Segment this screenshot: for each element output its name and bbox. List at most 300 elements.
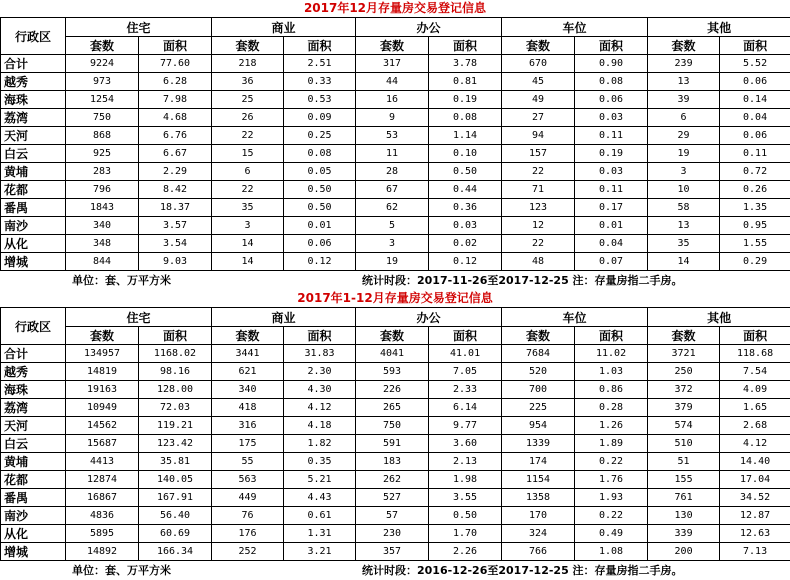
table-cell: 0.07 bbox=[575, 253, 648, 271]
table-cell: 67 bbox=[356, 181, 429, 199]
table-cell: 1254 bbox=[66, 91, 139, 109]
table-cell: 128.00 bbox=[139, 381, 212, 399]
table-cell: 0.03 bbox=[575, 109, 648, 127]
table-cell: 12.63 bbox=[720, 525, 790, 543]
table-cell: 0.44 bbox=[429, 181, 502, 199]
period-note: 统计时段：2016-12-26至2017-12-25 注：存量房指二手房。 bbox=[362, 561, 683, 580]
table-row bbox=[1, 235, 790, 253]
district-name: 南沙 bbox=[1, 217, 66, 235]
table-cell: 28 bbox=[356, 163, 429, 181]
table-cell: 118.68 bbox=[720, 345, 790, 363]
table-cell: 0.01 bbox=[575, 217, 648, 235]
table-title: 2017年12月存量房交易登记信息 bbox=[0, 0, 790, 17]
district-name: 从化 bbox=[1, 235, 66, 253]
table-row bbox=[1, 435, 790, 453]
table-cell: 520 bbox=[502, 363, 575, 381]
table-cell: 8.42 bbox=[139, 181, 212, 199]
table-cell: 3441 bbox=[212, 345, 284, 363]
table-cell: 29 bbox=[648, 127, 720, 145]
table-cell: 1.98 bbox=[429, 471, 502, 489]
area-header: 面积 bbox=[429, 37, 502, 55]
table-cell: 11 bbox=[356, 145, 429, 163]
table-cell: 317 bbox=[356, 55, 429, 73]
district-name: 天河 bbox=[1, 417, 66, 435]
table-cell: 167.91 bbox=[139, 489, 212, 507]
count-header: 套数 bbox=[66, 37, 139, 55]
table-cell: 17.04 bbox=[720, 471, 790, 489]
table-cell: 1.82 bbox=[284, 435, 356, 453]
category-header: 其他 bbox=[648, 308, 790, 327]
table-cell: 0.50 bbox=[429, 163, 502, 181]
table-cell: 1168.02 bbox=[139, 345, 212, 363]
table-cell: 166.34 bbox=[139, 543, 212, 561]
table-cell: 44 bbox=[356, 73, 429, 91]
table-cell: 230 bbox=[356, 525, 429, 543]
table-cell: 14562 bbox=[66, 417, 139, 435]
table-cell: 130 bbox=[648, 507, 720, 525]
table-cell: 11.02 bbox=[575, 345, 648, 363]
table-cell: 0.33 bbox=[284, 73, 356, 91]
district-name: 天河 bbox=[1, 127, 66, 145]
table-cell: 1.70 bbox=[429, 525, 502, 543]
table-cell: 0.11 bbox=[720, 145, 790, 163]
table-cell: 16867 bbox=[66, 489, 139, 507]
area-header: 面积 bbox=[575, 327, 648, 345]
category-header: 办公 bbox=[356, 308, 502, 327]
table-cell: 3.54 bbox=[139, 235, 212, 253]
district-name: 荔湾 bbox=[1, 399, 66, 417]
table-cell: 71 bbox=[502, 181, 575, 199]
table-cell: 973 bbox=[66, 73, 139, 91]
area-header: 面积 bbox=[720, 327, 790, 345]
table-cell: 2.26 bbox=[429, 543, 502, 561]
district-name: 海珠 bbox=[1, 381, 66, 399]
table-cell: 58 bbox=[648, 199, 720, 217]
table-cell: 0.81 bbox=[429, 73, 502, 91]
table-cell: 0.10 bbox=[429, 145, 502, 163]
table-cell: 239 bbox=[648, 55, 720, 73]
table-cell: 4.12 bbox=[720, 435, 790, 453]
table-row bbox=[1, 453, 790, 471]
table-cell: 796 bbox=[66, 181, 139, 199]
count-header: 套数 bbox=[356, 327, 429, 345]
table-cell: 3721 bbox=[648, 345, 720, 363]
table-cell: 31.83 bbox=[284, 345, 356, 363]
area-header: 面积 bbox=[139, 327, 212, 345]
table-cell: 15 bbox=[212, 145, 284, 163]
table-cell: 16 bbox=[356, 91, 429, 109]
table-cell: 6.14 bbox=[429, 399, 502, 417]
district-name: 增城 bbox=[1, 253, 66, 271]
table-cell: 72.03 bbox=[139, 399, 212, 417]
footnote bbox=[0, 561, 790, 580]
table-row bbox=[1, 417, 790, 435]
table-cell: 48 bbox=[502, 253, 575, 271]
table-cell: 1.65 bbox=[720, 399, 790, 417]
table-cell: 0.19 bbox=[429, 91, 502, 109]
table-cell: 449 bbox=[212, 489, 284, 507]
table-cell: 1.03 bbox=[575, 363, 648, 381]
table-cell: 591 bbox=[356, 435, 429, 453]
table-cell: 0.08 bbox=[575, 73, 648, 91]
table-cell: 10 bbox=[648, 181, 720, 199]
table-cell: 14892 bbox=[66, 543, 139, 561]
table-cell: 593 bbox=[356, 363, 429, 381]
table-cell: 26 bbox=[212, 109, 284, 127]
table-cell: 0.14 bbox=[720, 91, 790, 109]
table-cell: 5.21 bbox=[284, 471, 356, 489]
subheader-row bbox=[1, 327, 790, 345]
table-row bbox=[1, 543, 790, 561]
table-cell: 9.77 bbox=[429, 417, 502, 435]
table-cell: 140.05 bbox=[139, 471, 212, 489]
table-cell: 1.31 bbox=[284, 525, 356, 543]
unit-note: 单位：套、万平方米 bbox=[72, 561, 171, 580]
table-cell: 170 bbox=[502, 507, 575, 525]
table-cell: 925 bbox=[66, 145, 139, 163]
table-cell: 750 bbox=[356, 417, 429, 435]
table-cell: 76 bbox=[212, 507, 284, 525]
table-cell: 183 bbox=[356, 453, 429, 471]
table-cell: 7.98 bbox=[139, 91, 212, 109]
table-cell: 155 bbox=[648, 471, 720, 489]
table-cell: 3.21 bbox=[284, 543, 356, 561]
table-cell: 14 bbox=[212, 235, 284, 253]
count-header: 套数 bbox=[212, 37, 284, 55]
table-cell: 0.50 bbox=[284, 199, 356, 217]
table-cell: 9.03 bbox=[139, 253, 212, 271]
table-cell: 0.50 bbox=[429, 507, 502, 525]
table-row bbox=[1, 217, 790, 235]
table-cell: 3 bbox=[356, 235, 429, 253]
table-cell: 0.08 bbox=[284, 145, 356, 163]
table-cell: 7.54 bbox=[720, 363, 790, 381]
report-section bbox=[0, 290, 790, 580]
count-header: 套数 bbox=[66, 327, 139, 345]
table-cell: 766 bbox=[502, 543, 575, 561]
table-cell: 0.11 bbox=[575, 181, 648, 199]
table-cell: 175 bbox=[212, 435, 284, 453]
table-cell: 348 bbox=[66, 235, 139, 253]
table-cell: 176 bbox=[212, 525, 284, 543]
table-row bbox=[1, 471, 790, 489]
table-cell: 0.36 bbox=[429, 199, 502, 217]
category-header: 商业 bbox=[212, 18, 356, 37]
table-cell: 3.60 bbox=[429, 435, 502, 453]
district-name: 荔湾 bbox=[1, 109, 66, 127]
table-cell: 22 bbox=[502, 163, 575, 181]
district-header: 行政区 bbox=[1, 18, 66, 55]
district-name: 花都 bbox=[1, 181, 66, 199]
table-cell: 19163 bbox=[66, 381, 139, 399]
table-cell: 3.57 bbox=[139, 217, 212, 235]
table-cell: 7.13 bbox=[720, 543, 790, 561]
table-cell: 3.55 bbox=[429, 489, 502, 507]
table-cell: 3.78 bbox=[429, 55, 502, 73]
table-cell: 12874 bbox=[66, 471, 139, 489]
table-cell: 36 bbox=[212, 73, 284, 91]
table-cell: 621 bbox=[212, 363, 284, 381]
table-cell: 0.06 bbox=[720, 127, 790, 145]
category-header: 车位 bbox=[502, 308, 648, 327]
table-cell: 0.49 bbox=[575, 525, 648, 543]
table-cell: 5.52 bbox=[720, 55, 790, 73]
table-cell: 157 bbox=[502, 145, 575, 163]
table-cell: 0.61 bbox=[284, 507, 356, 525]
table-cell: 0.12 bbox=[284, 253, 356, 271]
period-note: 统计时段：2017-11-26至2017-12-25 注：存量房指二手房。 bbox=[362, 271, 683, 290]
table-cell: 35 bbox=[212, 199, 284, 217]
table-cell: 1.08 bbox=[575, 543, 648, 561]
table-cell: 119.21 bbox=[139, 417, 212, 435]
table-cell: 750 bbox=[66, 109, 139, 127]
district-name: 合计 bbox=[1, 55, 66, 73]
table-cell: 0.04 bbox=[575, 235, 648, 253]
table-row bbox=[1, 55, 790, 73]
table-cell: 226 bbox=[356, 381, 429, 399]
table-cell: 418 bbox=[212, 399, 284, 417]
table-cell: 1.93 bbox=[575, 489, 648, 507]
table-cell: 0.08 bbox=[429, 109, 502, 127]
district-name: 番禺 bbox=[1, 489, 66, 507]
table-cell: 2.30 bbox=[284, 363, 356, 381]
table-cell: 6.28 bbox=[139, 73, 212, 91]
table-cell: 22 bbox=[212, 181, 284, 199]
table-cell: 527 bbox=[356, 489, 429, 507]
table-cell: 56.40 bbox=[139, 507, 212, 525]
table-cell: 13 bbox=[648, 217, 720, 235]
table-cell: 4.43 bbox=[284, 489, 356, 507]
table-cell: 0.11 bbox=[575, 127, 648, 145]
table-cell: 9 bbox=[356, 109, 429, 127]
table-cell: 35.81 bbox=[139, 453, 212, 471]
table-cell: 1.14 bbox=[429, 127, 502, 145]
area-header: 面积 bbox=[575, 37, 648, 55]
table-cell: 0.95 bbox=[720, 217, 790, 235]
table-cell: 1.76 bbox=[575, 471, 648, 489]
category-header: 商业 bbox=[212, 308, 356, 327]
table-cell: 62 bbox=[356, 199, 429, 217]
table-cell: 700 bbox=[502, 381, 575, 399]
district-name: 增城 bbox=[1, 543, 66, 561]
table-row bbox=[1, 253, 790, 271]
subheader-row bbox=[1, 37, 790, 55]
table-cell: 0.03 bbox=[575, 163, 648, 181]
table-cell: 14.40 bbox=[720, 453, 790, 471]
table-cell: 5895 bbox=[66, 525, 139, 543]
district-name: 黄埔 bbox=[1, 163, 66, 181]
table-cell: 218 bbox=[212, 55, 284, 73]
table-cell: 19 bbox=[648, 145, 720, 163]
table-cell: 372 bbox=[648, 381, 720, 399]
table-cell: 339 bbox=[648, 525, 720, 543]
table-cell: 0.06 bbox=[575, 91, 648, 109]
table-cell: 12.87 bbox=[720, 507, 790, 525]
table-cell: 1.89 bbox=[575, 435, 648, 453]
table-row bbox=[1, 109, 790, 127]
district-name: 越秀 bbox=[1, 73, 66, 91]
table-cell: 0.25 bbox=[284, 127, 356, 145]
table-cell: 39 bbox=[648, 91, 720, 109]
table-cell: 45 bbox=[502, 73, 575, 91]
table-cell: 357 bbox=[356, 543, 429, 561]
table-title: 2017年1-12月存量房交易登记信息 bbox=[0, 290, 790, 307]
table-row bbox=[1, 181, 790, 199]
area-header: 面积 bbox=[284, 327, 356, 345]
table-cell: 15687 bbox=[66, 435, 139, 453]
table-cell: 510 bbox=[648, 435, 720, 453]
count-header: 套数 bbox=[502, 37, 575, 55]
table-cell: 5 bbox=[356, 217, 429, 235]
table-cell: 1.26 bbox=[575, 417, 648, 435]
count-header: 套数 bbox=[648, 327, 720, 345]
table-cell: 2.68 bbox=[720, 417, 790, 435]
table-cell: 0.28 bbox=[575, 399, 648, 417]
table-cell: 6 bbox=[648, 109, 720, 127]
table-cell: 0.06 bbox=[284, 235, 356, 253]
table-cell: 57 bbox=[356, 507, 429, 525]
table-cell: 0.04 bbox=[720, 109, 790, 127]
table-cell: 49 bbox=[502, 91, 575, 109]
table-cell: 1358 bbox=[502, 489, 575, 507]
district-name: 海珠 bbox=[1, 91, 66, 109]
table-cell: 35 bbox=[648, 235, 720, 253]
table-cell: 0.01 bbox=[284, 217, 356, 235]
table-cell: 954 bbox=[502, 417, 575, 435]
table-cell: 4.09 bbox=[720, 381, 790, 399]
category-header: 其他 bbox=[648, 18, 790, 37]
category-header: 住宅 bbox=[66, 308, 212, 327]
district-name: 南沙 bbox=[1, 507, 66, 525]
table-cell: 14 bbox=[212, 253, 284, 271]
table-cell: 761 bbox=[648, 489, 720, 507]
table-cell: 6 bbox=[212, 163, 284, 181]
table-cell: 265 bbox=[356, 399, 429, 417]
table-cell: 0.90 bbox=[575, 55, 648, 73]
district-name: 黄埔 bbox=[1, 453, 66, 471]
table-row bbox=[1, 345, 790, 363]
header-row bbox=[1, 18, 790, 37]
table-cell: 1.55 bbox=[720, 235, 790, 253]
table-cell: 0.86 bbox=[575, 381, 648, 399]
table-cell: 25 bbox=[212, 91, 284, 109]
table-cell: 0.35 bbox=[284, 453, 356, 471]
table-row bbox=[1, 381, 790, 399]
table-cell: 7684 bbox=[502, 345, 575, 363]
count-header: 套数 bbox=[356, 37, 429, 55]
area-header: 面积 bbox=[139, 37, 212, 55]
table-cell: 340 bbox=[66, 217, 139, 235]
table-cell: 22 bbox=[502, 235, 575, 253]
table-cell: 200 bbox=[648, 543, 720, 561]
table-cell: 2.13 bbox=[429, 453, 502, 471]
count-header: 套数 bbox=[648, 37, 720, 55]
transaction-table bbox=[0, 307, 790, 561]
table-cell: 250 bbox=[648, 363, 720, 381]
table-row bbox=[1, 145, 790, 163]
count-header: 套数 bbox=[502, 327, 575, 345]
table-cell: 4.68 bbox=[139, 109, 212, 127]
table-row bbox=[1, 363, 790, 381]
table-cell: 12 bbox=[502, 217, 575, 235]
table-cell: 316 bbox=[212, 417, 284, 435]
table-cell: 868 bbox=[66, 127, 139, 145]
table-cell: 4.12 bbox=[284, 399, 356, 417]
header-row bbox=[1, 308, 790, 327]
table-row bbox=[1, 73, 790, 91]
table-row bbox=[1, 507, 790, 525]
table-cell: 41.01 bbox=[429, 345, 502, 363]
district-name: 合计 bbox=[1, 345, 66, 363]
table-row bbox=[1, 163, 790, 181]
area-header: 面积 bbox=[284, 37, 356, 55]
table-cell: 4041 bbox=[356, 345, 429, 363]
table-cell: 9224 bbox=[66, 55, 139, 73]
table-cell: 19 bbox=[356, 253, 429, 271]
district-name: 番禺 bbox=[1, 199, 66, 217]
table-row bbox=[1, 489, 790, 507]
table-cell: 262 bbox=[356, 471, 429, 489]
category-header: 车位 bbox=[502, 18, 648, 37]
table-cell: 0.22 bbox=[575, 453, 648, 471]
table-cell: 123.42 bbox=[139, 435, 212, 453]
table-cell: 844 bbox=[66, 253, 139, 271]
table-cell: 0.09 bbox=[284, 109, 356, 127]
table-cell: 2.51 bbox=[284, 55, 356, 73]
table-cell: 123 bbox=[502, 199, 575, 217]
table-cell: 3 bbox=[648, 163, 720, 181]
table-cell: 225 bbox=[502, 399, 575, 417]
table-cell: 0.02 bbox=[429, 235, 502, 253]
table-cell: 14819 bbox=[66, 363, 139, 381]
table-cell: 0.06 bbox=[720, 73, 790, 91]
district-name: 从化 bbox=[1, 525, 66, 543]
table-cell: 94 bbox=[502, 127, 575, 145]
table-cell: 34.52 bbox=[720, 489, 790, 507]
table-cell: 4836 bbox=[66, 507, 139, 525]
table-cell: 4413 bbox=[66, 453, 139, 471]
table-cell: 6.76 bbox=[139, 127, 212, 145]
table-cell: 27 bbox=[502, 109, 575, 127]
table-cell: 0.53 bbox=[284, 91, 356, 109]
table-cell: 0.17 bbox=[575, 199, 648, 217]
table-row bbox=[1, 91, 790, 109]
table-cell: 0.50 bbox=[284, 181, 356, 199]
transaction-table bbox=[0, 17, 790, 271]
table-cell: 98.16 bbox=[139, 363, 212, 381]
table-cell: 2.29 bbox=[139, 163, 212, 181]
table-cell: 51 bbox=[648, 453, 720, 471]
category-header: 办公 bbox=[356, 18, 502, 37]
category-header: 住宅 bbox=[66, 18, 212, 37]
table-cell: 0.03 bbox=[429, 217, 502, 235]
table-cell: 14 bbox=[648, 253, 720, 271]
district-name: 花都 bbox=[1, 471, 66, 489]
table-cell: 283 bbox=[66, 163, 139, 181]
district-name: 白云 bbox=[1, 145, 66, 163]
table-cell: 53 bbox=[356, 127, 429, 145]
unit-note: 单位：套、万平方米 bbox=[72, 271, 171, 290]
table-row bbox=[1, 399, 790, 417]
table-cell: 0.26 bbox=[720, 181, 790, 199]
table-cell: 0.19 bbox=[575, 145, 648, 163]
table-cell: 574 bbox=[648, 417, 720, 435]
table-cell: 340 bbox=[212, 381, 284, 399]
footnote bbox=[0, 271, 790, 290]
table-cell: 60.69 bbox=[139, 525, 212, 543]
table-cell: 379 bbox=[648, 399, 720, 417]
area-header: 面积 bbox=[429, 327, 502, 345]
